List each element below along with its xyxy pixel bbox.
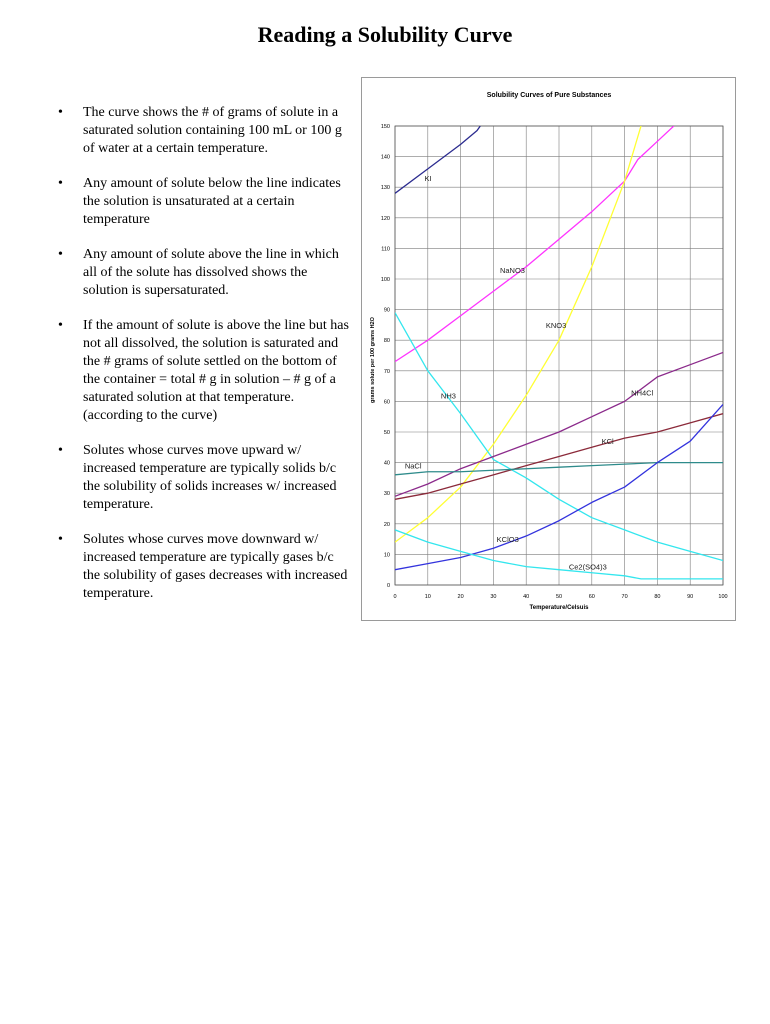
series-label: KNO3 [545, 320, 567, 330]
series-label: KCl [601, 437, 614, 447]
bullet-item: • Any amount of solute below the line indicates the solution is unsaturated at a certain temperature [58, 175, 354, 229]
x-tick-label: 70 [621, 594, 628, 600]
bullet-item: • Solutes whose curves move upward w/ increased temperature are typically solids b/c the solubility of solids increases w/ increased temperature. [58, 442, 354, 514]
series-line-ki [395, 126, 480, 193]
y-tick-label: 30 [383, 491, 390, 498]
y-tick-label: 70 [383, 368, 390, 375]
chart-svg [362, 78, 735, 620]
series-line-kno3 [395, 126, 641, 545]
bullet-item: • The curve shows the # of grams of solute in a saturated solution containing 100 mL or 100 g of water at a certain temperature. [58, 104, 354, 158]
y-tick-label: 0 [386, 583, 390, 589]
x-tick-label: 90 [687, 594, 694, 600]
y-tick-label: 140 [380, 154, 390, 161]
y-tick-label: 60 [383, 399, 390, 406]
x-tick-label: 0 [393, 594, 397, 600]
page-title: Reading a Solubility Curve [257, 22, 513, 47]
series-label: NH3 [440, 391, 456, 401]
y-tick-label: 150 [380, 124, 390, 130]
chart-y-label: grams solute per 100 grams H2O [370, 317, 376, 403]
bullet-item: • Solutes whose curves move downward w/ increased temperature are typically gases b/c the solubility of gases decreases with increased temperature. [58, 531, 354, 603]
y-tick-label: 100 [380, 277, 390, 283]
x-tick-label: 60 [588, 594, 595, 600]
x-tick-label: 10 [424, 594, 431, 600]
series-label: KI [424, 174, 432, 184]
series-label: NH4Cl [631, 388, 654, 398]
series-label: NaCl [404, 461, 422, 471]
bullet-item: • Any amount of solute above the line in which all of the solute has dissolved shows the solution is supersaturated. [58, 246, 354, 300]
bullet-list [58, 104, 354, 620]
solubility-chart [361, 77, 736, 621]
chart-x-label: Temperature/Celsuis [529, 605, 589, 611]
y-tick-label: 20 [383, 521, 390, 528]
y-tick-label: 110 [381, 246, 390, 253]
series-label: Ce2(SO4)3 [568, 562, 607, 572]
series-label: NaNO3 [499, 265, 525, 275]
y-tick-label: 80 [383, 338, 390, 345]
series-label: KClO3 [496, 535, 519, 545]
y-tick-label: 40 [383, 460, 390, 467]
chart-title: Solubility Curves of Pure Substances [486, 92, 612, 99]
bullet-item: • If the amount of solute is above the line but has not all dissolved, the solution is saturated and the # grams of solute settled on the bottom of the container = total # g in solution – # g of a saturated solution at that temperature. (according to the curve) [58, 317, 354, 425]
y-tick-label: 130 [380, 185, 390, 192]
x-tick-label: 40 [523, 594, 530, 600]
y-tick-label: 120 [380, 215, 390, 222]
y-tick-label: 50 [383, 430, 390, 436]
x-tick-label: 80 [654, 594, 661, 600]
x-tick-label: 100 [718, 594, 728, 600]
x-tick-label: 20 [457, 594, 464, 600]
y-tick-label: 10 [383, 552, 390, 559]
x-tick-label: 50 [555, 594, 563, 600]
y-tick-label: 90 [383, 307, 390, 314]
x-tick-label: 30 [490, 594, 497, 600]
